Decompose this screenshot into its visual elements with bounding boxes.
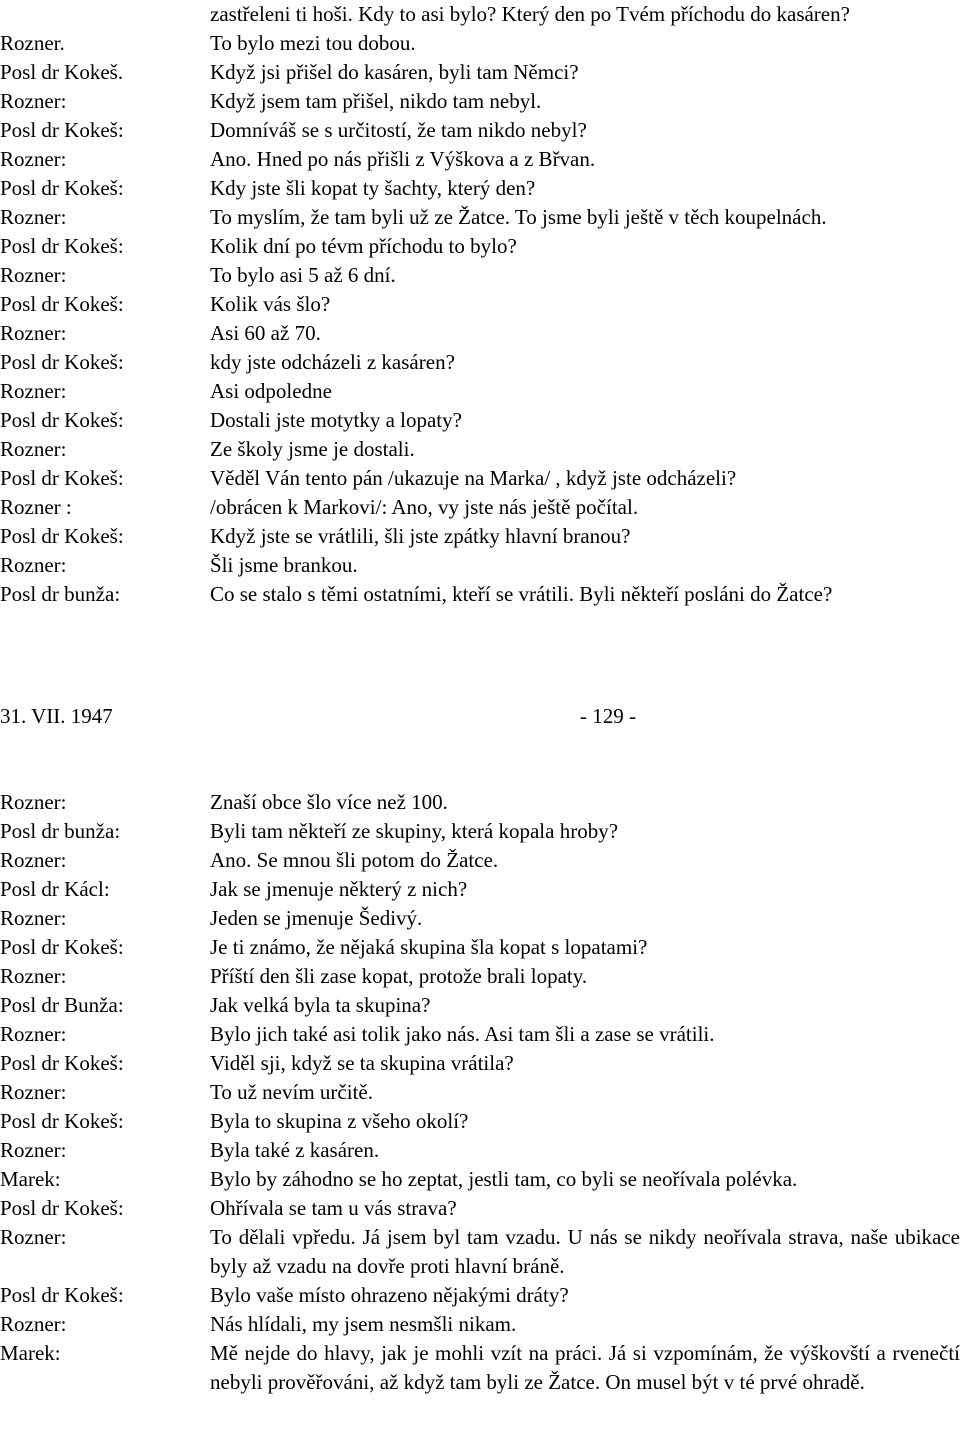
transcript-row	[0, 290, 960, 319]
transcript-row	[0, 788, 960, 817]
transcript-row	[0, 1194, 960, 1223]
speaker-label: Rozner :	[0, 495, 72, 519]
speaker-label: Rozner:	[0, 1138, 67, 1162]
utterance-text: Když jsem tam přišel, nikdo tam nebyl.	[210, 89, 542, 113]
transcript-row	[0, 1339, 960, 1397]
utterance-text: Jak velká byla ta skupina?	[210, 993, 431, 1017]
speaker-label: Rozner:	[0, 89, 67, 113]
transcript-row	[0, 522, 960, 551]
speaker-label: Posl dr Kokeš:	[0, 292, 124, 316]
speaker-label: Posl dr Kokeš:	[0, 118, 124, 142]
transcript-row	[0, 1136, 960, 1165]
utterance-text: Domníváš se s určitostí, že tam nikdo nebyl?	[210, 118, 587, 142]
utterance-text: Nás hlídali, my jsem nesmšli nikam.	[210, 1312, 517, 1336]
speaker-label: Rozner:	[0, 1312, 67, 1336]
speaker-label: Rozner:	[0, 1022, 67, 1046]
speaker-label: Posl dr Kokeš:	[0, 408, 124, 432]
speaker-label: Marek:	[0, 1341, 61, 1365]
speaker-label: Rozner:	[0, 964, 67, 988]
transcript-row	[0, 1049, 960, 1078]
speaker-label: Rozner:	[0, 553, 67, 577]
speaker-label: Rozner.	[0, 31, 65, 55]
transcript-row	[0, 174, 960, 203]
transcript-row	[0, 116, 960, 145]
speaker-label: Marek:	[0, 1167, 61, 1191]
utterance-text: Když jste se vrátlili, šli jste zpátky hlavní branou?	[210, 524, 631, 548]
speaker-label: Rozner:	[0, 205, 67, 229]
speaker-label: Rozner:	[0, 848, 67, 872]
utterance-text: Mě nejde do hlavy, jak je mohli vzít na práci. Já si vzpomínám, že výškovští a rvenečtí nebyli prověřováni, až když tam byli ze Žatce. On musel být v té prvé ohradě.	[210, 1341, 960, 1394]
utterance-text: Jak se jmenuje některý z nich?	[210, 877, 468, 901]
transcript-row	[0, 145, 960, 174]
speaker-label: Posl dr Kokeš:	[0, 1196, 124, 1220]
transcript-row	[0, 0, 960, 29]
speaker-label: Rozner:	[0, 790, 67, 814]
utterance-text: Byla to skupina z všeho okolí?	[210, 1109, 469, 1133]
transcript-row	[0, 377, 960, 406]
transcript-row	[0, 1165, 960, 1194]
transcript-row	[0, 1107, 960, 1136]
speaker-label: Posl dr Kokeš:	[0, 935, 124, 959]
utterance-text: zastřeleni ti hoši. Kdy to asi bylo? Který den po Tvém příchodu do kasáren?	[210, 2, 850, 26]
transcript-row	[0, 1020, 960, 1049]
speaker-label: Rozner:	[0, 263, 67, 287]
utterance-text: Asi odpoledne	[210, 379, 332, 403]
transcript-row	[0, 29, 960, 58]
utterance-text: To dělali vpředu. Já jsem byl tam vzadu. U nás se nikdy neořívala strava, naše ubikace byly až vzadu na dovře proti hlavní bráně.	[210, 1225, 960, 1278]
transcript-row	[0, 261, 960, 290]
utterance-text: kdy jste odcházeli z kasáren?	[210, 350, 455, 374]
footer-date: 31. VII. 1947	[0, 704, 113, 728]
transcript-row	[0, 846, 960, 875]
transcript-row	[0, 962, 960, 991]
utterance-text: Ze školy jsme je dostali.	[210, 437, 415, 461]
page-number: - 129 -	[580, 704, 636, 728]
utterance-text: Znaší obce šlo více než 100.	[210, 790, 448, 814]
utterance-text: Kolik dní po tévm příchodu to bylo?	[210, 234, 517, 258]
utterance-text: Bylo by záhodno se ho zeptat, jestli tam, co byli se neořívala polévka.	[210, 1167, 798, 1191]
transcript-row	[0, 232, 960, 261]
speaker-label: Posl dr Kokeš:	[0, 1109, 124, 1133]
utterance-text: Kolik vás šlo?	[210, 292, 331, 316]
speaker-label: Posl dr Kokeš:	[0, 466, 124, 490]
transcript-row	[0, 904, 960, 933]
speaker-label: Posl dr Kokeš:	[0, 234, 124, 258]
utterance-text: Co se stalo s těmi ostatními, kteří se vrátili. Byli někteří posláni do Žatce?	[210, 582, 833, 606]
speaker-label: Posl dr Kácl:	[0, 877, 110, 901]
speaker-label: Rozner:	[0, 1225, 67, 1249]
transcript-row	[0, 464, 960, 493]
utterance-text: To myslím, že tam byli už ze Žatce. To jsme byli ještě v těch koupelnách.	[210, 205, 827, 229]
speaker-label: Rozner:	[0, 906, 67, 930]
transcript-row	[0, 493, 960, 522]
transcript-top	[0, 0, 960, 609]
transcript-row	[0, 319, 960, 348]
transcript-row	[0, 580, 960, 609]
utterance-text: Byla také z kasáren.	[210, 1138, 380, 1162]
utterance-text: Viděl sji, když se ta skupina vrátila?	[210, 1051, 514, 1075]
utterance-text: To bylo mezi tou dobou.	[210, 31, 416, 55]
speaker-label: Posl dr bunža:	[0, 582, 121, 606]
page-footer	[0, 702, 960, 731]
transcript-row	[0, 551, 960, 580]
utterance-text: To už nevím určitě.	[210, 1080, 373, 1104]
speaker-label: Posl dr Kokeš:	[0, 350, 124, 374]
utterance-text: Příští den šli zase kopat, protože brali lopaty.	[210, 964, 588, 988]
speaker-label: Posl dr Kokeš.	[0, 60, 124, 84]
speaker-label: Posl dr Bunža:	[0, 993, 124, 1017]
speaker-label: Posl dr Kokeš:	[0, 1051, 124, 1075]
speaker-label: Posl dr bunža:	[0, 819, 121, 843]
utterance-text: Ohřívala se tam u vás strava?	[210, 1196, 457, 1220]
transcript-row	[0, 203, 960, 232]
speaker-label: Posl dr Kokeš:	[0, 176, 124, 200]
utterance-text: To bylo asi 5 až 6 dní.	[210, 263, 396, 287]
transcript-bottom	[0, 788, 960, 1397]
transcript-row	[0, 435, 960, 464]
utterance-text: Ano. Hned po nás přišli z Výškova a z Břvan.	[210, 147, 596, 171]
transcript-row	[0, 933, 960, 962]
utterance-text: Bylo vaše místo ohrazeno nějakými dráty?	[210, 1283, 569, 1307]
speaker-label: Rozner:	[0, 1080, 67, 1104]
transcript-row	[0, 58, 960, 87]
speaker-label: Posl dr Kokeš:	[0, 1283, 124, 1307]
utterance-text: Asi 60 až 70.	[210, 321, 321, 345]
transcript-row	[0, 348, 960, 377]
transcript-row	[0, 406, 960, 435]
utterance-text: Jeden se jmenuje Šedivý.	[210, 906, 423, 930]
transcript-row	[0, 1223, 960, 1281]
utterance-text: Byli tam někteří ze skupiny, která kopala hroby?	[210, 819, 619, 843]
speaker-label: Rozner:	[0, 147, 67, 171]
speaker-label: Posl dr Kokeš:	[0, 524, 124, 548]
transcript-row	[0, 1281, 960, 1310]
utterance-text: Šli jsme brankou.	[210, 553, 358, 577]
speaker-label: Rozner:	[0, 437, 67, 461]
transcript-row	[0, 991, 960, 1020]
transcript-row	[0, 875, 960, 904]
transcript-row	[0, 1310, 960, 1339]
utterance-text: Dostali jste motytky a lopaty?	[210, 408, 462, 432]
utterance-text: Ano. Se mnou šli potom do Žatce.	[210, 848, 499, 872]
transcript-row	[0, 817, 960, 846]
speaker-label: Rozner:	[0, 321, 67, 345]
utterance-text: /obrácen k Markovi/: Ano, vy jste nás ještě počítal.	[210, 495, 639, 519]
utterance-text: Je ti známo, že nějaká skupina šla kopat s lopatami?	[210, 935, 648, 959]
utterance-text: Bylo jich také asi tolik jako nás. Asi tam šli a zase se vrátili.	[210, 1022, 715, 1046]
utterance-text: Když jsi přišel do kasáren, byli tam Němci?	[210, 60, 579, 84]
utterance-text: Kdy jste šli kopat ty šachty, který den?	[210, 176, 536, 200]
transcript-row	[0, 87, 960, 116]
speaker-label: Rozner:	[0, 379, 67, 403]
transcript-row	[0, 1078, 960, 1107]
utterance-text: Věděl Ván tento pán /ukazuje na Marka/ , když jste odcházeli?	[210, 466, 737, 490]
